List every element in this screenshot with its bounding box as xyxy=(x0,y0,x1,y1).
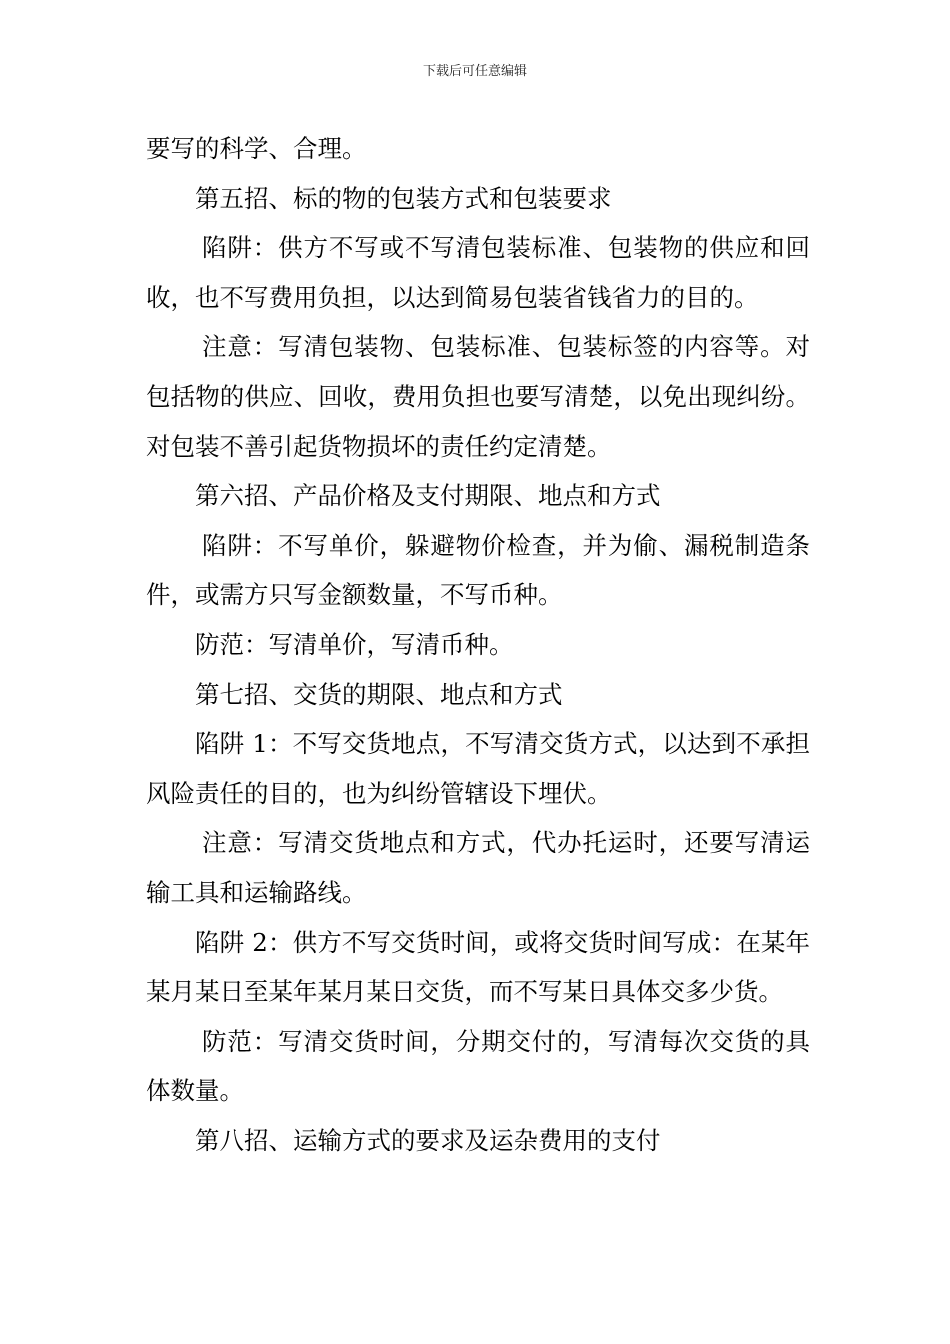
paragraph: 陷阱 2：供方不写交货时间，或将交货时间写成：在某年某月某日至某年某月某日交货，而不写某日具体交多少货。 xyxy=(146,927,810,1007)
section-heading: 第六招、产品价格及支付期限、地点和方式 xyxy=(195,481,661,511)
paragraph: 陷阱：不写单价，躲避物价检查，并为偷、漏税制造条件，或需方只写金额数量，不写币种。 xyxy=(146,530,810,610)
paragraph: 陷阱：供方不写或不写清包装标准、包装物的供应和回收，也不写费用负担，以达到简易包装省钱省力的目的。 xyxy=(146,233,810,312)
page-header: 下载后可任意编辑 xyxy=(422,64,527,79)
section-heading: 第八招、运输方式的要求及运杂费用的支付 xyxy=(195,1125,661,1155)
document-body xyxy=(146,124,810,1165)
paragraph: 防范：写清交货时间，分期交付的，写清每次交货的具体数量。 xyxy=(146,1026,810,1106)
paragraph: 防范：写清单价，写清币种。 xyxy=(195,629,514,659)
paragraph: 注意：写清包装物、包装标准、包装标签的内容等。对包括物的供应、回收，费用负担也要写清楚，以免出现纠纷。对包装不善引起货物损坏的责任约定清楚。 xyxy=(146,332,810,461)
section-heading: 第五招、标的物的包装方式和包装要求 xyxy=(195,183,612,213)
paragraph: 陷阱 1：不写交货地点，不写清交货方式，以达到不承担风险责任的目的，也为纠纷管辖设下埋伏。 xyxy=(146,729,810,808)
section-heading: 第七招、交货的期限、地点和方式 xyxy=(195,679,563,709)
paragraph: 要写的科学、合理。 xyxy=(146,134,367,163)
paragraph: 注意：写清交货地点和方式，代办托运时，还要写清运输工具和运输路线。 xyxy=(146,828,810,907)
